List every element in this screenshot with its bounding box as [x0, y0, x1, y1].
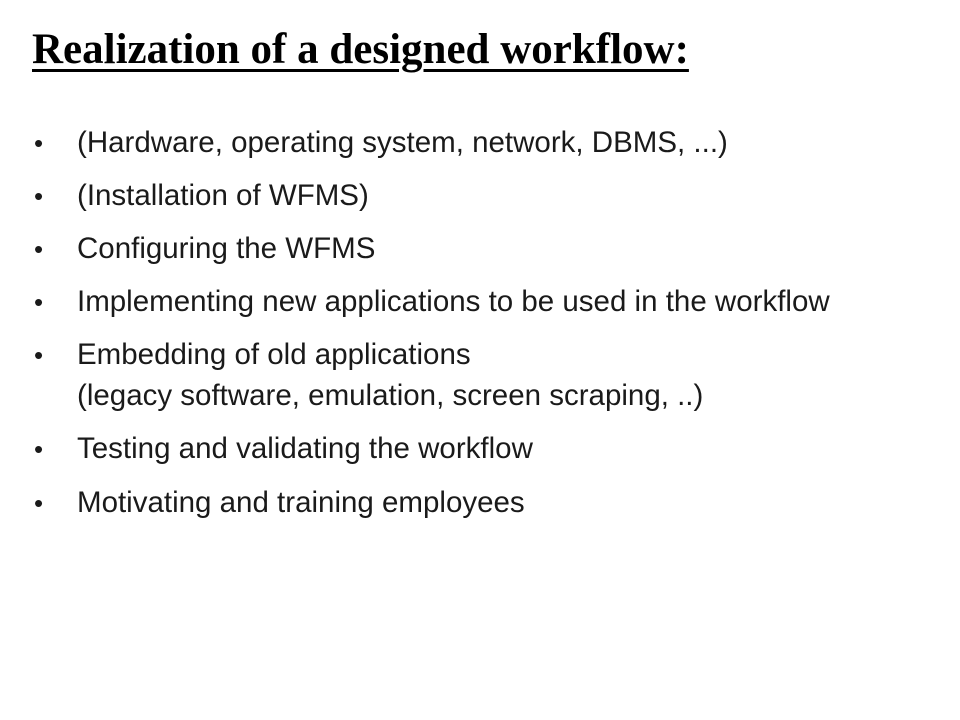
bullet-dot: •: [34, 434, 44, 464]
bullet-text: Testing and validating the workflow: [77, 432, 533, 465]
bullet-dot: •: [34, 128, 44, 158]
bullet-dot: •: [34, 234, 44, 264]
bullet-continuation-text: (legacy software, emulation, screen scraping, ..): [77, 379, 704, 412]
slide-title: Realization of a designed workflow:: [32, 26, 689, 73]
bullet-text: Implementing new applications to be used in the workflow: [77, 285, 830, 318]
bullet-text: Embedding of old applications: [77, 338, 471, 371]
bullet-dot: •: [34, 340, 44, 370]
bullet-dot: •: [34, 488, 44, 518]
bullet-text: (Hardware, operating system, network, DBMS, ...): [77, 126, 728, 159]
bullet-dot: •: [34, 181, 44, 211]
bullet-dot: •: [34, 287, 44, 317]
bullet-text: (Installation of WFMS): [77, 179, 369, 212]
bullet-text: Motivating and training employees: [77, 486, 525, 519]
bullet-text: Configuring the WFMS: [77, 232, 376, 265]
